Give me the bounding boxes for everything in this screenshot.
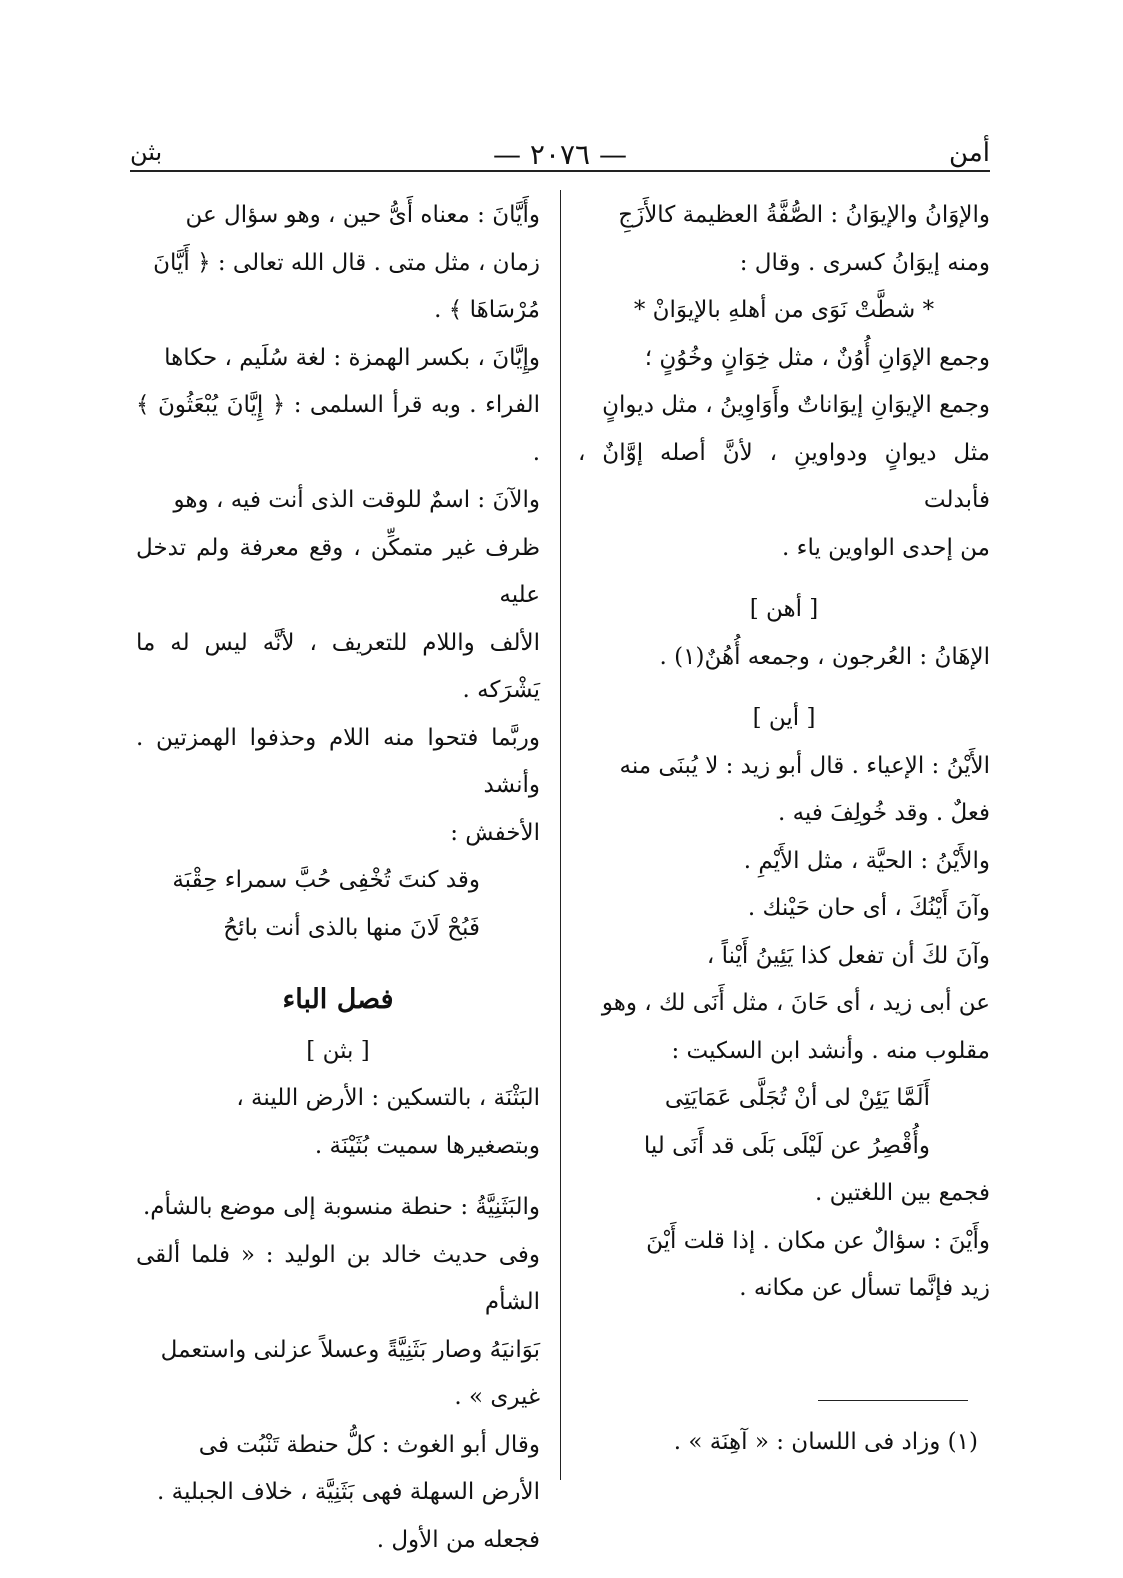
text-line: من إحدى الواوين ياء . <box>782 534 990 561</box>
text-line: وأَيْنَ : سؤالٌ عن مكان . إذا قلت أَيْنَ <box>646 1227 990 1254</box>
text-line: البَثْنَة ، بالتسكين : الأرض اللينة ، <box>236 1085 540 1111</box>
entry-heading-ahn: [ أهن ] <box>749 596 819 622</box>
text-line: وبتصغيرها سميت بُثَيْنَة . <box>314 1132 540 1159</box>
text-line: مثل ديوانٍ ودواوينِ ، لأنَّ أصله إوَّانٌ ، فأبدلت <box>578 439 990 513</box>
left-column <box>136 192 540 1564</box>
header-keyword-right: أمن <box>949 138 990 168</box>
text-line: والآنَ : اسمٌ للوقت الذى أنت فيه ، وهو <box>173 487 540 513</box>
section-heading: فصل الباء <box>282 984 394 1015</box>
text-line: وقال أبو الغوث : كلُّ حنطة تَنْبُت فى <box>198 1431 540 1458</box>
text-line: فعلٌ . وقد خُولِفَ فيه . <box>777 800 990 826</box>
column-divider <box>560 190 561 1480</box>
poem-line: وقد كنتَ تُخْفِى حُبَّ سمراء حِقْبَة <box>172 867 480 893</box>
text-line: الأَيْنُ : الإعياء . قال أبو زيد : لا يُبنَى منه <box>619 752 990 779</box>
text-line: وآنَ أَيْنُكَ ، أى حان حَيْنك . <box>747 895 990 921</box>
poem-line: أَلَمَّا يَئِنْ لى أنْ تُجَلَّى عَمَايَتِى <box>664 1085 930 1111</box>
verse-line: * شطَّتْ نَوَى من أهلهِ بالإيوَانْ * <box>633 297 935 323</box>
text-line: بَوَانيَهُ وصار بَثَنِيَّةً وعسلاً عزلنى واستعمل <box>160 1336 540 1363</box>
text-line: والإوَانُ والإيوَانُ : الصُّفَّةُ العظيمة كالأَزَجِ <box>618 202 990 228</box>
text-line: وفى حديث خالد بن الوليد : « فلما ألقى الشأم <box>136 1241 540 1315</box>
right-column <box>578 192 990 1313</box>
header-rule <box>130 170 990 172</box>
text-line: الإهَانُ : العُرجون ، وجمعه أُهُنٌ(١) . <box>659 643 990 670</box>
text-line: وجمع الإوَانِ أُوُنٌ ، مثل خِوَانٍ وخُوُنٍ ؛ <box>644 344 990 371</box>
text-line: الفراء . وبه قرأ السلمى : ﴿ إِيَّانَ يُبْعَثُونَ ﴾ . <box>136 392 540 466</box>
text-line: مقلوب منه . وأنشد ابن السكيت : <box>671 1037 990 1064</box>
text-line: وإِيَّانَ ، بكسر الهمزة : لغة سُلَيم ، حكاها <box>164 344 540 371</box>
text-line: وآنَ لكَ أن تفعل كذا يَئِينُ أَيْناً ، <box>706 942 990 969</box>
entry-heading-ayn: [ أين ] <box>752 705 816 731</box>
text-line: الأرض السهلة فهى بَثَنِيَّة ، خلاف الجبلية . <box>157 1479 540 1505</box>
footnote: (١) وزاد فى اللسان : « آهِنَة » . <box>673 1429 978 1455</box>
poem-line: وأُقْصِرُ عن لَيْلَى بَلَى قد أَنَى ليا <box>643 1132 930 1159</box>
text-line: عن أبى زيد ، أى حَانَ ، مثل أَنَى لك ، وهو <box>601 990 990 1016</box>
text-line: زمان ، مثل متى . قال الله تعالى : ﴿ أَيَّانَ <box>153 249 540 276</box>
page-header <box>130 138 990 178</box>
text-line: الأخفش : <box>450 819 540 846</box>
text-line: ظرف غير متمكِّن ، وقع معرفة ولم تدخل عليه <box>136 534 540 608</box>
text-line: ومنه إيوَانُ كسرى . وقال : <box>739 249 990 276</box>
header-keyword-left: بثن <box>130 138 163 166</box>
entry-heading-bthn: [ بثن ] <box>306 1037 370 1064</box>
text-line: غيرى » . <box>454 1384 540 1410</box>
text-line: وجمع الإيوَانِ إيوَاناتٌ وأَوَاوِينُ ، مثل ديوانٍ <box>602 392 990 418</box>
text-line: والبَثَنِيَّةُ : حنطة منسوبة إلى موضع بالشأم. <box>143 1194 540 1220</box>
text-line: والأَيْنُ : الحيَّة ، مثل الأَيْمِ . <box>743 847 990 874</box>
poem-line: فَبُحْ لَانَ منها بالذى أنت بائحُ <box>223 914 480 941</box>
text-line: فجعله من الأول . <box>376 1526 540 1553</box>
page-number: — ٢٠٧٦ — <box>493 138 627 171</box>
text-line: وربَّما فتحوا منه اللام وحذفوا الهمزتين . وأنشد <box>136 724 540 798</box>
text-line: مُرْسَاهَا ﴾ . <box>434 297 540 323</box>
text-line: فجمع بين اللغتين . <box>815 1180 990 1206</box>
text-line: الألف واللام للتعريف ، لأنَّه ليس له ما يَشْرَكه . <box>136 629 540 703</box>
text-line: وأَيَّانَ : معناه أَىُّ حين ، وهو سؤال عن <box>185 202 540 228</box>
text-line: زيد فإنَّما تسأل عن مكانه . <box>739 1275 990 1301</box>
footnote-rule <box>818 1400 968 1401</box>
